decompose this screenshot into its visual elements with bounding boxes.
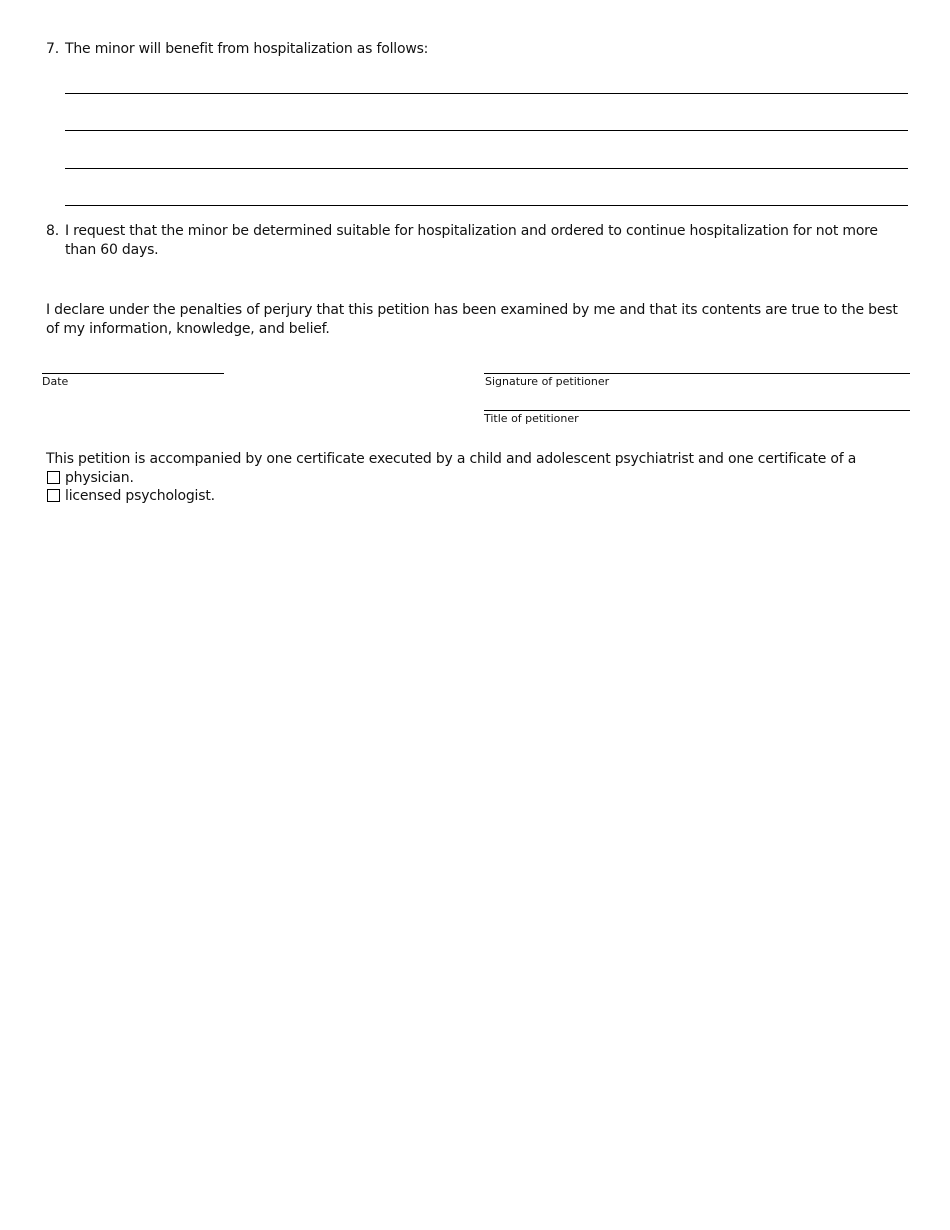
item-8-number: 8. xyxy=(46,223,59,239)
date-line[interactable] xyxy=(42,373,224,374)
physician-option-label: physician. xyxy=(65,470,134,486)
signature-line[interactable] xyxy=(484,373,910,374)
item-7-answer-line-1[interactable] xyxy=(65,93,908,94)
title-line[interactable] xyxy=(484,410,910,411)
licensed-psychologist-checkbox[interactable] xyxy=(47,489,60,502)
item-7-answer-line-2[interactable] xyxy=(65,130,908,131)
certificate-statement: This petition is accompanied by one certificate executed by a child and adolescent psychiatrist and one certificate of a xyxy=(46,451,857,467)
item-8-text: I request that the minor be determined suitable for hospitalization and ordered to continue hospitalization for not more than 60 days. xyxy=(65,223,878,258)
item-7-text: The minor will benefit from hospitalization as follows: xyxy=(65,41,429,57)
item-7-answer-line-3[interactable] xyxy=(65,168,908,169)
item-7-number: 7. xyxy=(46,41,59,57)
signature-label: Signature of petitioner xyxy=(485,375,610,388)
perjury-declaration: I declare under the penalties of perjury that this petition has been examined by me and that its contents are true to the best of my information, knowledge, and belief. xyxy=(46,302,898,337)
date-label: Date xyxy=(42,375,69,388)
licensed-psychologist-option-label: licensed psychologist. xyxy=(65,488,215,504)
item-7-answer-line-4[interactable] xyxy=(65,205,908,206)
title-label: Title of petitioner xyxy=(484,412,579,425)
physician-checkbox[interactable] xyxy=(47,471,60,484)
